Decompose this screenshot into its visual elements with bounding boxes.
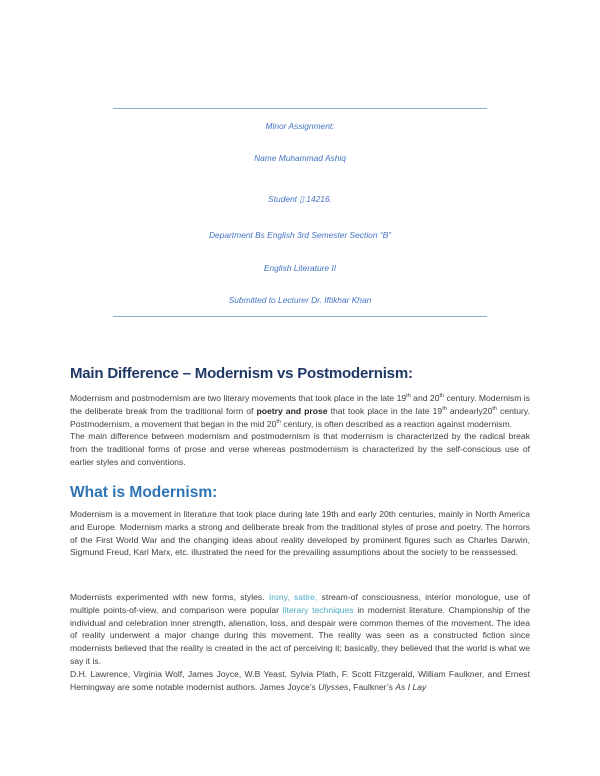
irony-satire-link[interactable]: Irony, satire, — [268, 592, 318, 602]
paragraph-intro — [70, 392, 530, 469]
text: that took place in the late 19 — [327, 405, 443, 416]
student-id: Student ▯ 14216. — [268, 194, 332, 204]
text: century. Postmodernism, a movement that began in the mid 20 — [70, 405, 530, 429]
italic-title: As I Lay — [395, 681, 427, 692]
text: century, is often described as a reaction against modernism. — [280, 418, 512, 429]
text: in modernist literature. Championship of the individual and celebration inner strength, alienation, loss, and despair were common themes of the movement. The idea of reality underwent a major change during this movement. The reality was seen as a constructed fiction since modernists believed that the reality is created in the act of perceiving it; basically, they believed that the world is what we say it is. — [70, 604, 530, 666]
text: Modernism and postmodernism are two literary movements that took place in the late 19 — [70, 393, 407, 403]
section-heading-what-is-modernism: What is Modernism: — [70, 484, 218, 501]
text: andearly20 — [446, 405, 493, 416]
paragraph-modernism-definition: Modernism is a movement in literature that took place during late 19th and early 20th centuries, mainly in North America and Europe. Modernism marks a strong and deliberate break from the traditional styles of prose and poetry. The horrors of the First World War and the changing ideas about reality developed by prominent figures such as Charles Darwin, Sigmund Freud, Karl Marx, etc. illustrated the need for the prevailing assumptions about the society to be reassessed. — [70, 509, 530, 558]
text: D.H. Lawrence, Virginia Wolf, James Joyce, W.B Yeast, Sylvia Plath, F. Scott Fitzgerald, William Faulkner, and Ernest Hemingway are some notable modernist authors. James Joyce’s — [70, 668, 530, 692]
main-difference-text: The main difference between modernism and postmodernism is that modernism is characterized by the radical break from the traditional forms of prose and verse whereas postmodernism is characterized by the self-conscious use of earlier styles and conventions. — [70, 431, 530, 467]
text: stream-of consciousness, interior monologue, use of multiple points-of-view, and comparison were popular — [70, 592, 530, 615]
superscript: th — [439, 393, 445, 400]
cover-bottom-rule — [113, 316, 487, 317]
superscript: th — [276, 418, 281, 425]
text: , Faulkner’s — [348, 681, 396, 692]
course-name: English Literature II — [263, 263, 337, 273]
italic-title: Ulysses — [318, 681, 349, 692]
bold-text: poetry and prose — [256, 405, 328, 416]
superscript: th — [406, 393, 411, 400]
text: and 20 — [410, 393, 440, 403]
submitted-to: Submitted to Lecturer Dr. Iftikhar Khan — [228, 295, 372, 305]
superscript: th — [442, 405, 447, 412]
text: century. Modernism is the deliberate break from the traditional form of — [70, 393, 530, 416]
text: Modernists experimented with new forms, styles. — [70, 592, 269, 602]
section-heading-main-difference: Main Difference – Modernism vs Postmodernism: — [70, 365, 413, 382]
cover-top-rule — [113, 108, 487, 109]
student-name: Name Muhammad Ashiq — [254, 153, 346, 163]
department: Department Bs English 3rd Semester Section “B” — [208, 230, 391, 240]
assignment-title: Minor Assignment: — [265, 121, 335, 131]
paragraph-modernist-techniques — [70, 591, 530, 693]
superscript: th — [492, 405, 497, 412]
literary-techniques-link[interactable]: literary techniques — [282, 604, 354, 615]
